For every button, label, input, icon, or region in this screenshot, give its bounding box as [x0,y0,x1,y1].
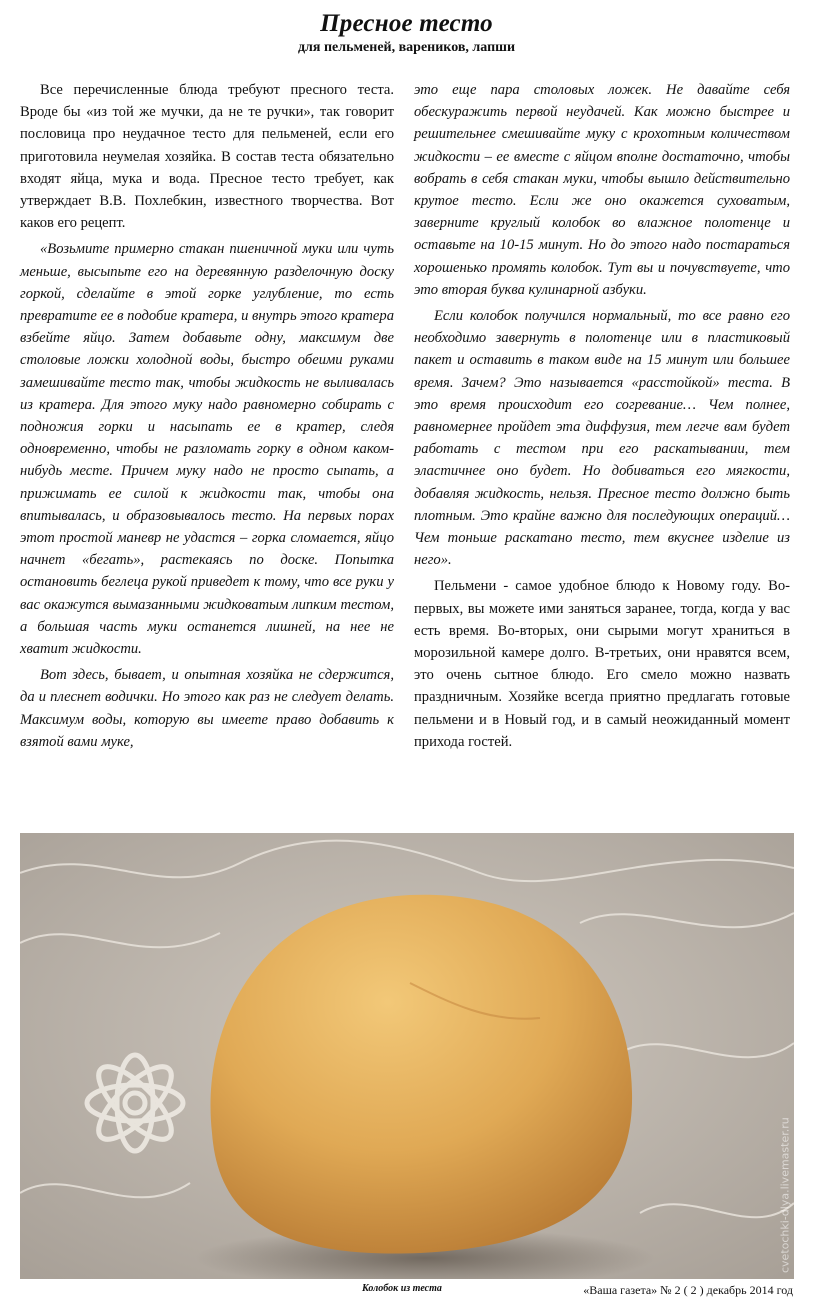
article-title: Пресное тесто [320,10,493,37]
issue-footer: «Ваша газета» № 2 ( 2 ) декабрь 2014 год [583,1283,793,1297]
paragraph-intro: Все перечисленные блюда требуют пресного теста. Вроде бы «из той же мучки, да не те ручки», так говорит пословица про неудачное тесто для пельменей, если его приготовила неумелая хозяйка. В состав теста обязательно входят яйца, мука и вода. Пресное тесто требует, как утверждает В.В. Похлебкин, известного творчества. Вот каков его рецепт. [20,82,394,232]
paragraph-quote-recipe: «Возьмите примерно стакан пшеничной муки или чуть меньше, высыпьте его на деревянную разделочную доску горкой, сделайте в этой горке углубление, то есть превратите ее в подобие кратера, и внутрь этого кратера взбейте яйцо. Затем добавьте одну, максимум две столовые ложки холодной воды, быстро обеими руками замешивайте тесто так, чтобы жидкость не выливалась из кратера. Для этого муку надо равномерно собирать с подножия горки и насыпать ее в кратер, следя одновременно, чтобы не разломать горку в одном каком-нибудь месте. Причем муку надо не просто сыпать, а прижимать ее силой к жидкости так, чтобы она впитывалась, и образовывалось тесто. На первых порах этот простой маневр не удастся – горка сломается, яйцо начнет «бегать», растекаясь по доске. Попытка остановить беглеца рукой приведет к тому, что все руки у вас окажутся вымазанными жидковатым липким тестом, а большая часть муки останется лишней, на нее не хватит жидкости. [20,241,394,658]
photo-caption: Колобок из теста [362,1283,442,1294]
photo-watermark: cvetochki-dlya.livemaster.ru [779,1117,792,1273]
article-column-right [414,79,790,753]
dough-ball-illustration [20,833,794,1279]
paragraph-quote-continuation: это еще пара столовых ложек. Не давайте себя обескуражить первой неудачей. Как можно быстрее и решительнее смешивайте муку с крохотным количеством жидкости – ее вместе с яйцом вполне достаточно, чтобы вобрать в себя стакан муки, чтобы вышло действительно крутое тесто. Если же оно окажется суховатым, заверните круглый колобок во влажное полотенце и оставьте на 10-15 минут. Но до этого надо постараться хорошенько промять колобок. Тут вы и почувствуете, что это вторая буква кулинарной азбуки. [414,82,790,298]
paragraph-quote-water: Вот здесь, бывает, и опытная хозяйка не сдержится, да и плеснет водички. Но этого как раз не следует делать. Максимум воды, которую вы имеете право добавить к взятой вами муке, [20,667,394,750]
paragraph-quote-rest: Если колобок получился нормальный, то все равно его необходимо завернуть в полотенце или в пластиковый пакет и оставить в таком виде на 15 минут или большее время. Зачем? Это называется «расстойкой» теста. В это время происходит его согревание… Чем полнее, равномернее пройдет эта диффузия, тем легче вам будет работать с тестом при его раскатывании, тем эластичнее оно будет. Но добиваться его мягкости, добавляя жидкость, нельзя. Пресное тесто должно быть плотным. Это крайне важно для последующих операций… Чем тоньше раскатано тесто, тем вкуснее изделие из него». [414,308,790,569]
article-column-left [20,79,394,753]
paragraph-pelmeni: Пельмени - самое удобное блюдо к Новому году. Во-первых, вы можете ими заняться заранее, тогда, когда у вас есть время. Во-вторых, они сырыми могут храниться в морозильной камере долго. В-третьих, они нравятся всем, это очень сытное блюдо. Его смело можно назвать праздничным. Хозяйке всегда приятно предлагать готовые пельмени и в Новый год, и в самый неожиданный момент прихода гостей. [414,578,790,750]
dough-ball-photo [20,833,794,1279]
article-subtitle: для пельменей, вареников, лапши [297,40,516,55]
